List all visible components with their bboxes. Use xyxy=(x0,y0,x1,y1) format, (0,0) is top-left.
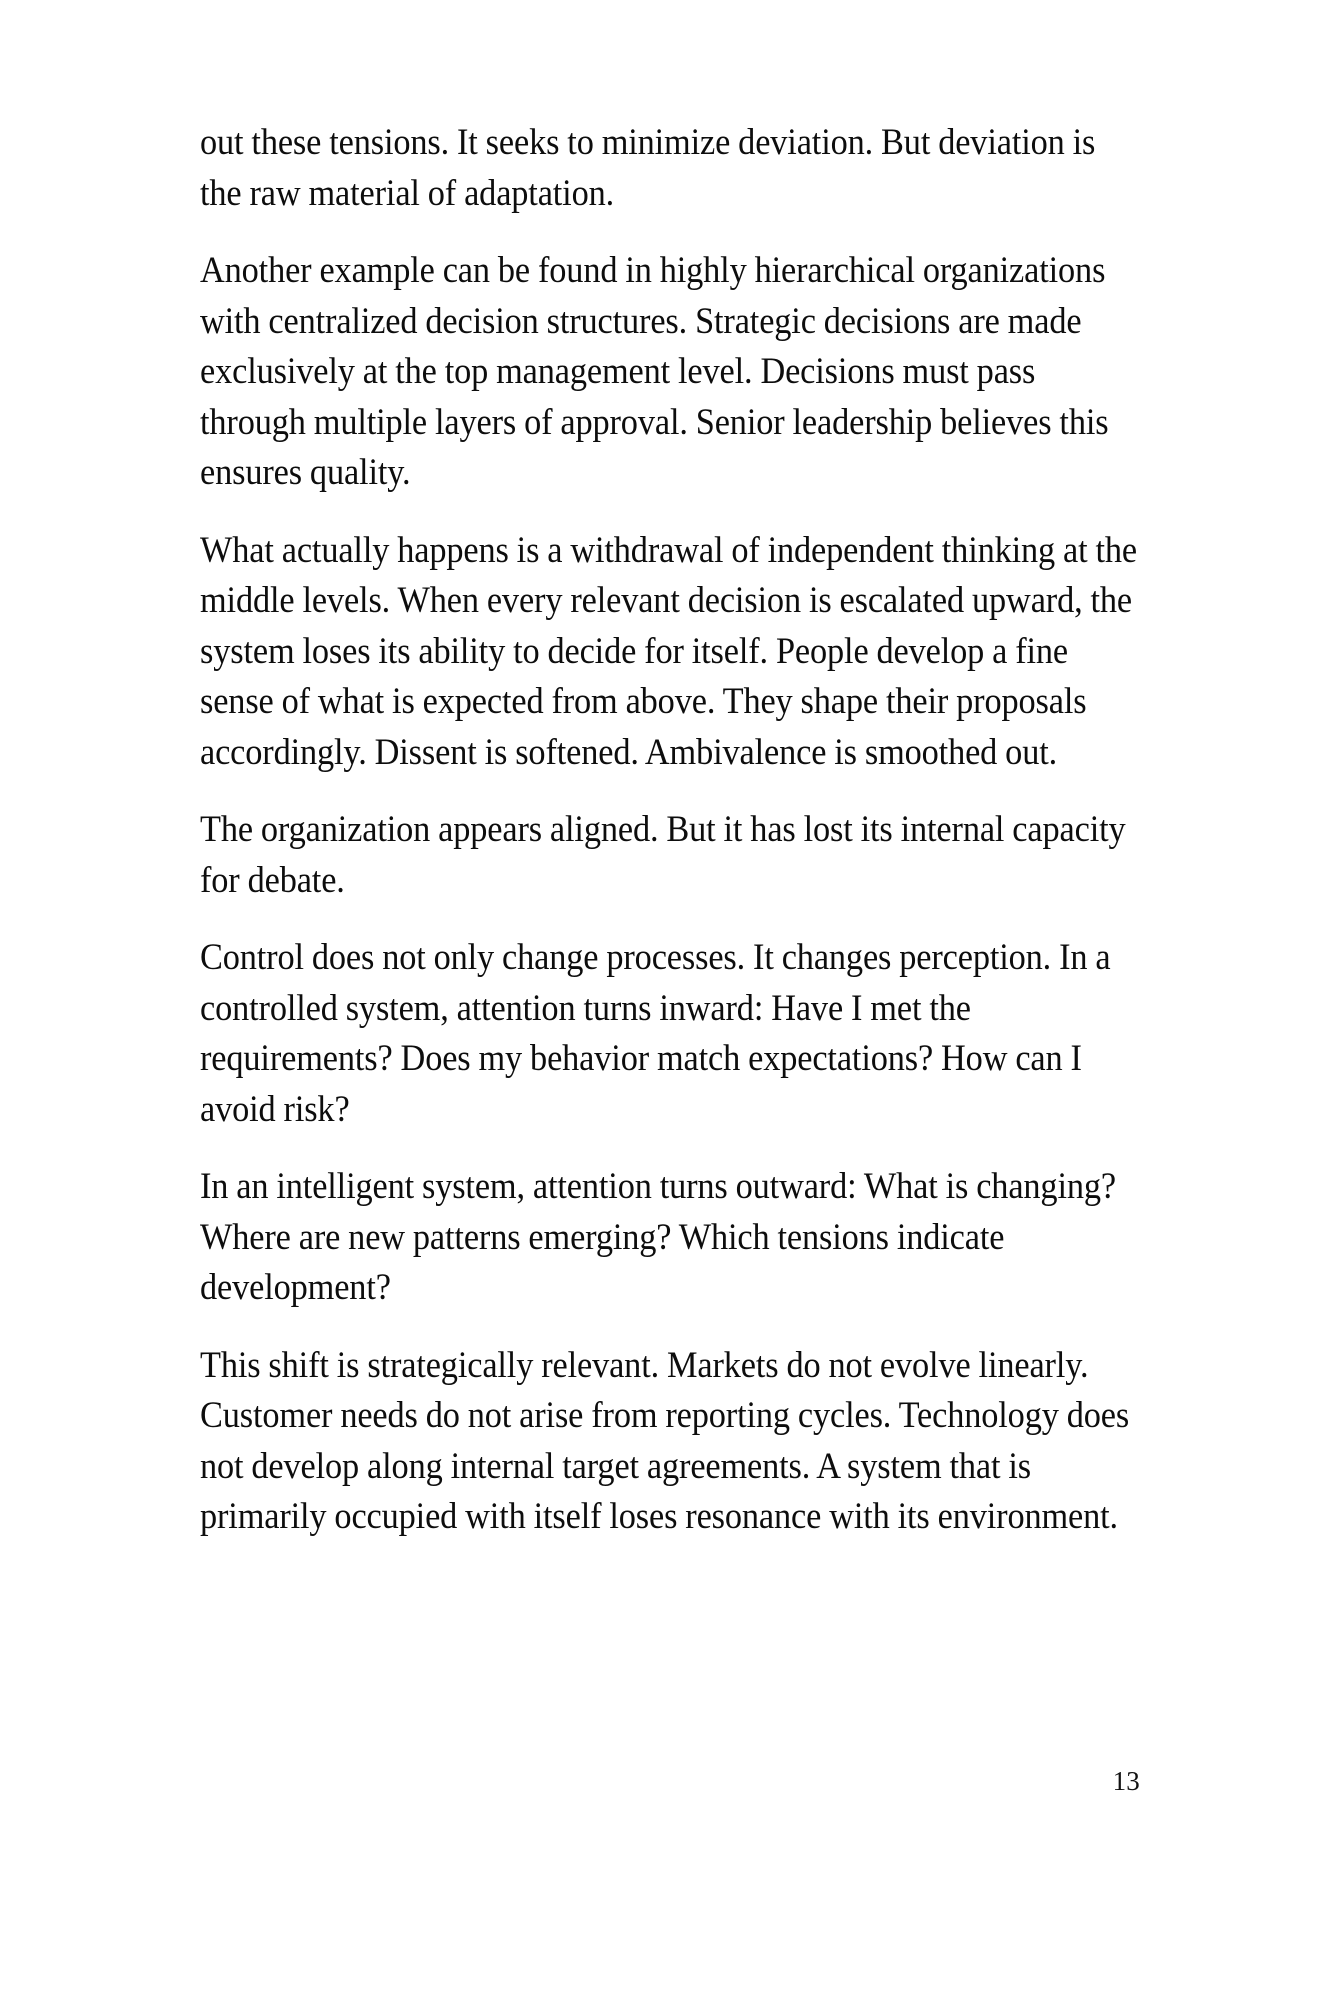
paragraph-continuation: out these tensions. It seeks to minimize deviation. But deviation is the raw material of adaptation. xyxy=(200,122,1096,214)
paragraph-strategic-shift: This shift is strategically relevant. Markets do not evolve linearly. Customer needs do not arise from reporting cycles. Technology does not develop along internal target agreements. A system that is primarily occupied with itself loses resonance with its environment. xyxy=(200,1344,1130,1537)
paragraph-control-changes-perception: Control does not only change processes. It changes perception. In a controlled system, attention turns inward: Have I met the requirements? Does my behavior match expectations? How can I avoid risk? xyxy=(200,937,1111,1130)
paragraph-intelligent-system-attention: In an intelligent system, attention turns outward: What is changing? Where are new patterns emerging? Which tensions indicate development? xyxy=(200,1166,1116,1308)
body-text-column xyxy=(200,118,1140,1543)
page-number: 13 xyxy=(1112,1766,1140,1796)
paragraph-organization-appears-aligned: The organization appears aligned. But it has lost its internal capacity for debate. xyxy=(200,809,1126,901)
paragraph-hierarchical-organizations: Another example can be found in highly hierarchical organizations with centralized decision structures. Strategic decisions are made exclusively at the top management level. Decisions must pass through multiple layers of approval. Senior leadership believes this ensures quality. xyxy=(200,250,1109,493)
paragraph-withdrawal-of-thinking: What actually happens is a withdrawal of independent thinking at the middle levels. When every relevant decision is escalated upward, the system loses its ability to decide for itself. People develop a fine sense of what is expected from above. They shape their proposals accordingly. Dissent is softened. Ambivalence is smoothed out. xyxy=(200,529,1138,773)
